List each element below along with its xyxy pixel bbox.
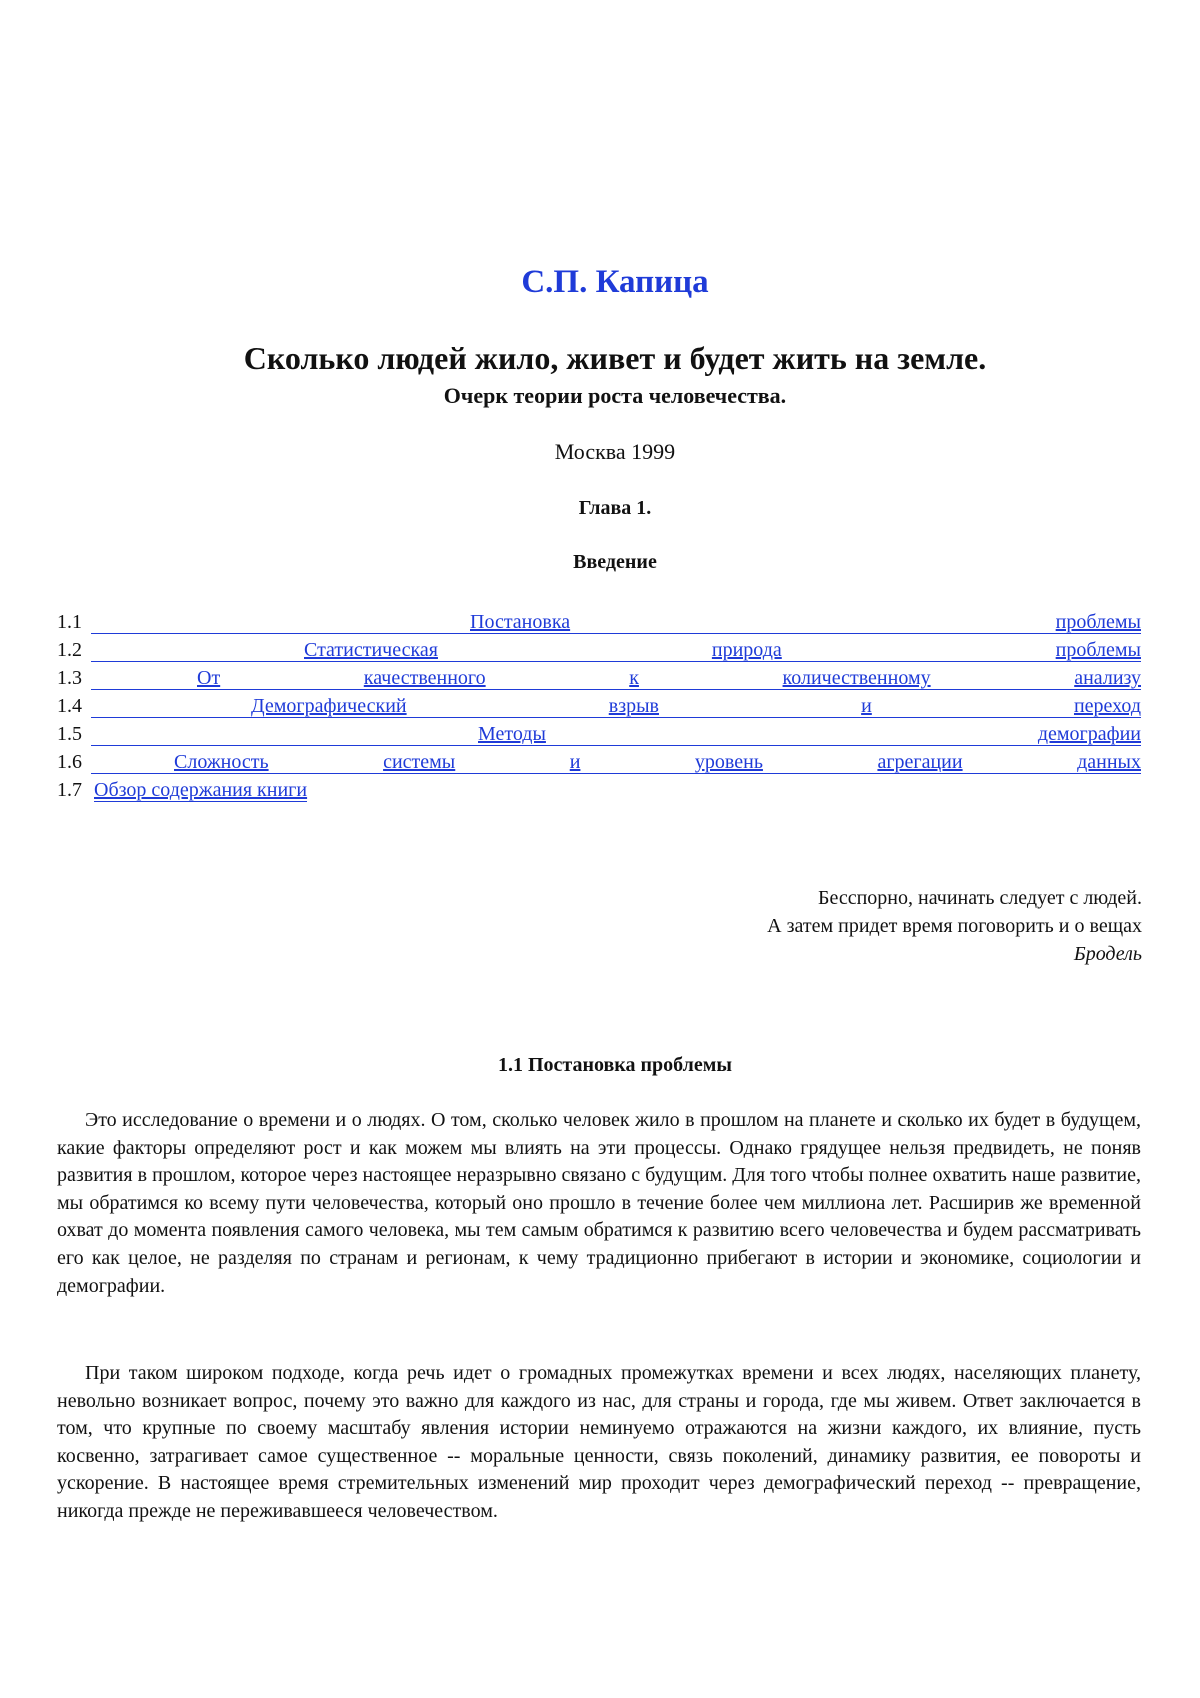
- toc-number: 1.4: [57, 695, 82, 717]
- toc-word: и: [861, 695, 872, 717]
- toc-word: агрегации: [877, 751, 963, 773]
- epigraph-line: Бесспорно, начинать следует с людей.: [817, 887, 1142, 909]
- toc-word: Обзор содержания книги: [94, 779, 308, 801]
- toc-word: проблемы: [1055, 639, 1141, 661]
- section-heading: 1.1 Постановка проблемы: [497, 1054, 733, 1076]
- toc-word: природа: [711, 639, 782, 661]
- toc-row: [57, 748, 1141, 776]
- toc-number: 1.2: [57, 639, 82, 661]
- toc-number: 1.7: [57, 779, 82, 801]
- toc-row: [57, 636, 1141, 664]
- author-name: С.П. Капица: [521, 264, 709, 300]
- toc-row: [57, 720, 1141, 748]
- toc-word: Сложность: [174, 751, 269, 773]
- toc-word: анализу: [1074, 667, 1141, 689]
- toc-word: системы: [383, 751, 456, 773]
- toc-word: Методы: [478, 723, 546, 745]
- toc-row: [57, 608, 1141, 636]
- book-subtitle: Очерк теории роста человечества.: [443, 383, 787, 408]
- toc-number: 1.6: [57, 751, 82, 773]
- toc-word: От: [197, 667, 221, 689]
- toc-link-1-6[interactable]: [91, 751, 1141, 774]
- place-year: Москва 1999: [554, 439, 676, 464]
- toc-number: 1.5: [57, 723, 82, 745]
- body-paragraph: При таком широком подходе, когда речь идет о громадных промежутках времени и всех людях, населяющих планету, невольно возникает вопрос, почему это важно для каждого из нас, для страны и города, где мы живем. Ответ заключается в том, что крупные по своему масштабу явления истории неминуемо отражаются на жизни каждого, их влияние, пусть косвенно, затрагивает самое существенное -- моральные ценности, связь поколений, динамику развития, ее повороты и ускорение. В настоящее время стремительных изменений мир проходит через демографический переход -- превращение, никогда прежде не переживавшееся человечеством.: [57, 1362, 1141, 1522]
- toc-number: 1.1: [57, 611, 82, 633]
- epigraph-line: А затем придет время поговорить и о вещах: [767, 915, 1142, 937]
- toc-row: [57, 664, 1141, 692]
- toc-link-1-4[interactable]: [91, 695, 1141, 718]
- toc-word: количественному: [782, 667, 931, 689]
- toc-word: Статистическая: [304, 639, 438, 661]
- toc-word: данных: [1077, 751, 1141, 773]
- toc-word: взрыв: [608, 695, 659, 717]
- epigraph: [767, 884, 1142, 968]
- chapter-title: Введение: [573, 551, 657, 573]
- book-title: Сколько людей жило, живет и будет жить на земле.: [243, 340, 987, 376]
- toc-word: Постановка: [470, 611, 571, 633]
- toc-word: проблемы: [1055, 611, 1141, 633]
- toc-word: демографии: [1037, 723, 1141, 745]
- chapter-label: Глава 1.: [578, 497, 652, 519]
- toc-row: [57, 692, 1141, 720]
- toc-link-1-3[interactable]: [91, 667, 1141, 690]
- toc-link-1-1[interactable]: [91, 611, 1141, 634]
- body-paragraph: Это исследование о времени и о людях. О том, сколько человек жило в прошлом на планете и сколько их будет в будущем, какие факторы определяют рост и как можем мы влиять на эти процессы. Однако грядущее нельзя предвидеть, не поняв развития в прошлом, которое через настоящее неразрывно связано с будущим. Для того чтобы полнее охватить наше развитие, мы обратимся ко всему пути человечества, который оно прошло в течение более чем миллиона лет. Расширив же временной охват до момента появления самого человека, мы тем самым обратимся к развитию всего человечества и будем рассматривать его как целое, не разделяя по странам и регионам, к чему традиционно прибегают в истории и экономике, социологии и демографии.: [57, 1109, 1141, 1297]
- toc-word: и: [569, 751, 581, 773]
- toc-word: качественного: [363, 667, 486, 689]
- epigraph-source: Бродель: [1073, 943, 1142, 965]
- table-of-contents: [57, 608, 1141, 804]
- toc-word: уровень: [694, 751, 763, 773]
- toc-row: [57, 776, 1141, 804]
- toc-link-1-7[interactable]: [94, 779, 307, 802]
- toc-number: 1.3: [57, 667, 82, 689]
- toc-word: Демографический: [251, 695, 407, 717]
- toc-link-1-5[interactable]: [91, 723, 1141, 746]
- toc-link-1-2[interactable]: [91, 639, 1141, 662]
- toc-word: к: [629, 667, 639, 689]
- toc-word: переход: [1073, 695, 1141, 717]
